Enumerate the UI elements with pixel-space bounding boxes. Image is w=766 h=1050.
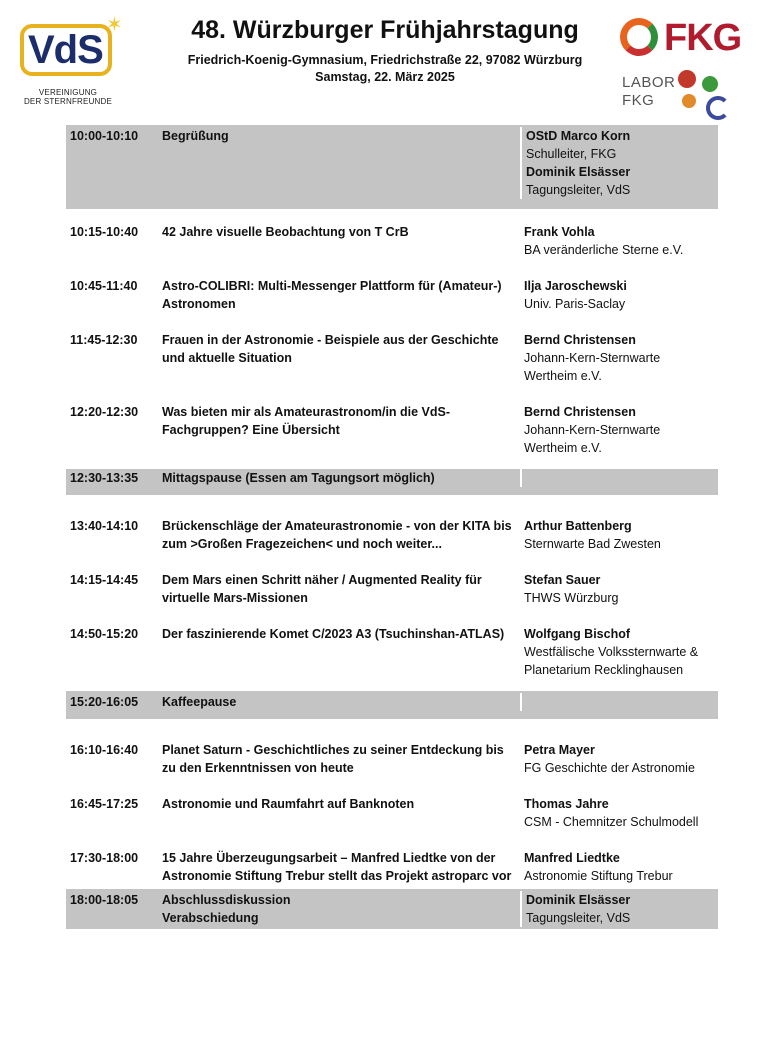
schedule-break-row bbox=[66, 125, 718, 209]
speaker-name: Petra Mayer bbox=[524, 743, 595, 757]
vds-logo-sub-line1: VEREINIGUNG bbox=[38, 88, 98, 97]
speaker-affiliation: Univ. Paris-Saclay bbox=[524, 297, 626, 311]
talk-title-line: Brückenschläge der Amateurastronomie - von der KITA bis bbox=[162, 519, 512, 533]
schedule-row bbox=[66, 503, 718, 557]
schedule-break-row bbox=[66, 889, 718, 929]
time-slot: 11:45-12:30 bbox=[70, 333, 138, 347]
schedule-break-row bbox=[66, 469, 718, 495]
speaker-name: Bernd Christensen bbox=[524, 405, 636, 419]
speaker-affiliation: THWS Würzburg bbox=[524, 591, 619, 605]
talk-title bbox=[158, 403, 520, 457]
speaker-name: Bernd Christensen bbox=[524, 333, 636, 347]
talk-title-line: Begrüßung bbox=[162, 129, 229, 143]
talk-title bbox=[158, 277, 520, 313]
vds-logo bbox=[18, 12, 128, 106]
talk-title-line: virtuelle Mars-Missionen bbox=[162, 591, 308, 605]
event-details bbox=[170, 52, 600, 86]
speaker-affiliation: Tagungsleiter, VdS bbox=[526, 911, 631, 925]
speaker-name: Manfred Liedtke bbox=[524, 851, 620, 865]
talk-title-line: Fachgruppen? Eine Übersicht bbox=[162, 423, 340, 437]
talk-title-line: Planet Saturn - Geschichtliches zu seiner Entdeckung bis bbox=[162, 743, 504, 757]
speaker-cell bbox=[520, 693, 718, 711]
talk-title-line: Astronomie und Raumfahrt auf Banknoten bbox=[162, 797, 415, 811]
time-slot: 14:15-14:45 bbox=[70, 573, 139, 587]
fkg-logo-text: FKG bbox=[664, 17, 742, 59]
speaker-affiliation: Wertheim e.V. bbox=[524, 369, 602, 383]
speaker-affiliation: Wertheim e.V. bbox=[524, 441, 602, 455]
vds-logo-text: VdS bbox=[28, 28, 103, 72]
speaker-cell bbox=[520, 469, 718, 487]
schedule-row bbox=[66, 317, 718, 389]
talk-title-line: Der faszinierende Komet C/2023 A3 (Tsuchinshan-ATLAS) bbox=[162, 627, 505, 641]
speaker-affiliation: BA veränderliche Sterne e.V. bbox=[524, 243, 684, 257]
schedule-row bbox=[66, 835, 718, 889]
speaker-cell bbox=[520, 891, 718, 927]
talk-title-line: Dem Mars einen Schritt näher / Augmented Reality für bbox=[162, 573, 482, 587]
fkg-logo bbox=[618, 14, 748, 62]
red-ball-icon bbox=[678, 70, 696, 88]
talk-title bbox=[158, 571, 520, 607]
speaker-cell bbox=[520, 403, 718, 457]
labor-logo-line2: FKG bbox=[622, 92, 655, 109]
talk-title bbox=[158, 795, 520, 831]
schedule-break-row bbox=[66, 691, 718, 719]
labor-fkg-logo-text bbox=[622, 74, 675, 110]
star-icon: ✶ bbox=[106, 12, 123, 36]
orange-ball-icon bbox=[682, 94, 696, 108]
speaker-cell bbox=[520, 127, 718, 199]
speaker-affiliation: Johann-Kern-Sternwarte bbox=[524, 423, 661, 437]
speaker-cell bbox=[520, 277, 718, 313]
event-date: Samstag, 22. März 2025 bbox=[315, 70, 455, 84]
schedule-table bbox=[66, 125, 718, 929]
page-title: 48. Würzburger Frühjahrstagung bbox=[191, 16, 579, 44]
talk-title-line: 42 Jahre visuelle Beobachtung von T CrB bbox=[162, 225, 409, 239]
speaker-cell bbox=[520, 331, 718, 385]
spiral-icon bbox=[706, 96, 730, 120]
schedule-row bbox=[66, 209, 718, 263]
talk-title-line: Mittagspause (Essen am Tagungsort möglich) bbox=[162, 471, 435, 485]
speaker-cell bbox=[520, 223, 718, 259]
speaker-name: Dominik Elsässer bbox=[526, 165, 631, 179]
talk-title bbox=[158, 741, 520, 777]
speaker-name: Frank Vohla bbox=[524, 225, 595, 239]
speaker-name: Ilja Jaroschewski bbox=[524, 279, 627, 293]
talk-title-line: Astronomie Stiftung Trebur stellt das Projekt astroparc vor bbox=[162, 869, 512, 883]
speaker-name: Arthur Battenberg bbox=[524, 519, 632, 533]
speaker-name: Dominik Elsässer bbox=[526, 893, 631, 907]
speaker-cell bbox=[520, 517, 718, 553]
time-slot: 17:30-18:00 bbox=[70, 851, 139, 865]
talk-title-line: Abschlussdiskussion bbox=[162, 893, 291, 907]
speaker-cell bbox=[520, 741, 718, 777]
speaker-affiliation: Sternwarte Bad Zwesten bbox=[524, 537, 661, 551]
talk-title-line: Was bieten mir als Amateurastronom/in die VdS- bbox=[162, 405, 451, 419]
time-slot: 12:30-13:35 bbox=[70, 471, 139, 485]
speaker-affiliation: Tagungsleiter, VdS bbox=[526, 183, 631, 197]
speaker-cell bbox=[520, 795, 718, 831]
speaker-affiliation: FG Geschichte der Astronomie bbox=[524, 761, 695, 775]
schedule-row bbox=[66, 781, 718, 835]
talk-title-line: 15 Jahre Überzeugungsarbeit – Manfred Liedtke von der bbox=[162, 851, 496, 865]
time-slot: 18:00-18:05 bbox=[70, 893, 139, 907]
vds-logo-subtitle bbox=[18, 88, 118, 106]
talk-title-line: Astronomen bbox=[162, 297, 236, 311]
time-slot: 12:20-12:30 bbox=[70, 405, 139, 419]
speaker-affiliation: Johann-Kern-Sternwarte bbox=[524, 351, 661, 365]
time-slot: 13:40-14:10 bbox=[70, 519, 139, 533]
venue: Friedrich-Koenig-Gymnasium, Friedrichstraße 22, 97082 Würzburg bbox=[187, 53, 583, 67]
schedule-row bbox=[66, 727, 718, 781]
talk-title bbox=[158, 223, 520, 259]
talk-title bbox=[158, 127, 520, 199]
time-slot: 10:00-10:10 bbox=[70, 129, 139, 143]
speaker-name: Wolfgang Bischof bbox=[524, 627, 631, 641]
talk-title-line: Frauen in der Astronomie - Beispiele aus der Geschichte bbox=[162, 333, 499, 347]
speaker-name: Stefan Sauer bbox=[524, 573, 601, 587]
talk-title bbox=[158, 625, 520, 679]
talk-title bbox=[158, 517, 520, 553]
vds-logo-sub-line2: DER STERNFREUNDE bbox=[23, 97, 113, 106]
talk-title-line: Verabschiedung bbox=[162, 911, 259, 925]
time-slot: 14:50-15:20 bbox=[70, 627, 139, 641]
talk-title-line: zum >Großen Fragezeichen< und noch weiter... bbox=[162, 537, 442, 551]
labor-logo-line1: LABOR bbox=[622, 74, 676, 91]
speaker-cell bbox=[520, 849, 718, 885]
speaker-affiliation: Westfälische Volkssternwarte & bbox=[524, 645, 699, 659]
speaker-name: OStD Marco Korn bbox=[526, 129, 631, 143]
speaker-affiliation: Planetarium Recklinghausen bbox=[524, 663, 684, 677]
time-slot: 16:45-17:25 bbox=[70, 797, 139, 811]
time-slot: 15:20-16:05 bbox=[70, 695, 139, 709]
speaker-cell bbox=[520, 625, 718, 679]
schedule-row bbox=[66, 557, 718, 611]
labor-fkg-logo bbox=[620, 68, 742, 124]
talk-title-line: zu den Erkenntnissen von heute bbox=[162, 761, 354, 775]
talk-title bbox=[158, 891, 520, 927]
speaker-cell bbox=[520, 571, 718, 607]
speaker-affiliation: Astronomie Stiftung Trebur bbox=[524, 869, 673, 883]
time-slot: 16:10-16:40 bbox=[70, 743, 139, 757]
schedule-row bbox=[66, 389, 718, 461]
fkg-ring-icon bbox=[620, 18, 658, 56]
speaker-name: Thomas Jahre bbox=[524, 797, 609, 811]
talk-title bbox=[158, 331, 520, 385]
talk-title bbox=[158, 849, 520, 885]
green-ball-icon bbox=[702, 76, 718, 92]
time-slot: 10:15-10:40 bbox=[70, 225, 139, 239]
talk-title bbox=[158, 693, 520, 711]
talk-title-line: und aktuelle Situation bbox=[162, 351, 292, 365]
speaker-affiliation: Schulleiter, FKG bbox=[526, 147, 617, 161]
time-slot: 10:45-11:40 bbox=[70, 279, 138, 293]
talk-title-line: Astro-COLIBRI: Multi-Messenger Plattform für (Amateur-) bbox=[162, 279, 502, 293]
talk-title bbox=[158, 469, 520, 487]
schedule-row bbox=[66, 263, 718, 317]
talk-title-line: Kaffeepause bbox=[162, 695, 237, 709]
speaker-affiliation: CSM - Chemnitzer Schulmodell bbox=[524, 815, 699, 829]
schedule-row bbox=[66, 611, 718, 683]
